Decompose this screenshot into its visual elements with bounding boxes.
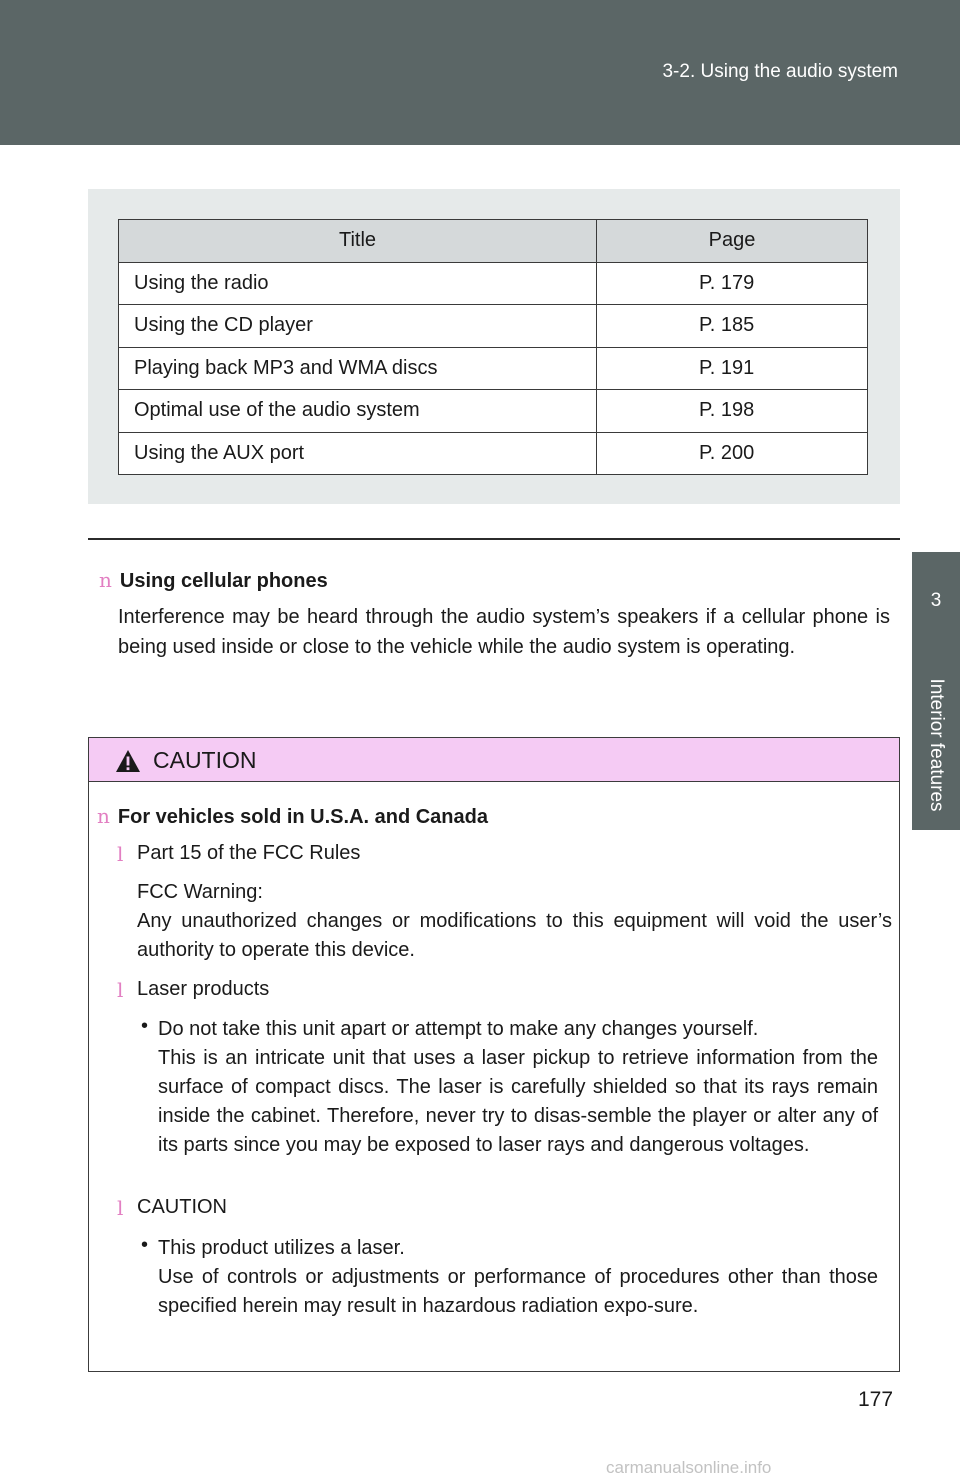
bullet-icon: l [117, 978, 124, 1002]
toc-table [118, 219, 868, 475]
table-row [119, 262, 868, 305]
laser-item: Laser products [137, 978, 270, 1000]
row-page-link[interactable]: P. 179 [597, 262, 868, 305]
row-page-link[interactable]: P. 200 [597, 432, 868, 475]
row-page-link[interactable]: P. 198 [597, 390, 868, 433]
cellular-heading [99, 568, 328, 593]
caution-title: CAUTION [153, 747, 257, 773]
row-title: Playing back MP3 and WMA discs [119, 347, 597, 390]
row-title: Using the AUX port [119, 432, 597, 475]
caution-heading-text: For vehicles sold in U.S.A. and Canada [117, 806, 488, 828]
fcc-warning-label: FCC Warning: [137, 881, 263, 903]
row-title: Using the CD player [119, 305, 597, 348]
laser-point-2: This is an intricate unit that uses a laser pickup to retrieve information from the surface of compact discs. The laser is carefully shielded so that its rays remain inside the cabinet. Therefore, never try to disas-semble the player or alter any of its parts since you may be exposed to laser rays and dangerous voltages. [158, 1047, 878, 1156]
bullet-icon: l [117, 1196, 124, 1220]
dot-bullet-icon: • [141, 1015, 149, 1037]
caution-header [89, 738, 899, 782]
dot-bullet-icon: • [141, 1234, 149, 1256]
table-row [119, 347, 868, 390]
fcc-item: Part 15 of the FCC Rules [137, 842, 361, 864]
watermark: carmanualsonline.info [606, 1458, 772, 1477]
cellular-body: Interference may be heard through the audio system’s speakers if a cellular phone is being used inside or close to the vehicle while the audio system is operating. [118, 606, 890, 658]
chapter-number: 3 [930, 590, 942, 611]
table-row [119, 305, 868, 348]
table-row [119, 432, 868, 475]
cellular-heading-text: Using cellular phones [119, 570, 328, 592]
caution-point-2: Use of controls or adjustments or performance of procedures other than those specified herein may result in hazardous radiation expo-sure. [158, 1266, 878, 1317]
row-title: Optimal use of the audio system [119, 390, 597, 433]
header-band [0, 0, 960, 145]
fcc-warning-text: Any unauthorized changes or modifications to this equipment will void the user’s authority to operate this device. [137, 910, 892, 961]
caution-point-1: This product utilizes a laser. [158, 1237, 405, 1259]
bullet-icon: l [117, 842, 124, 866]
chapter-label: Interior features [926, 678, 947, 812]
column-header-page: Page [597, 220, 868, 263]
square-bullet-icon: n [97, 804, 110, 828]
laser-point-1: Do not take this unit apart or attempt to make any changes yourself. [158, 1018, 759, 1040]
row-title: Using the radio [119, 262, 597, 305]
table-row [119, 390, 868, 433]
row-page-link[interactable]: P. 191 [597, 347, 868, 390]
caution-box [88, 737, 900, 1372]
row-page-link[interactable]: P. 185 [597, 305, 868, 348]
table-header-row [119, 220, 868, 263]
square-bullet-icon: n [99, 568, 112, 592]
column-header-title: Title [119, 220, 597, 263]
warning-triangle-icon [115, 749, 141, 773]
section-divider [88, 538, 900, 540]
page-number: 177 [858, 1388, 894, 1411]
caution-heading [97, 804, 488, 829]
caution-sub-item: CAUTION [137, 1196, 227, 1218]
section-header: 3-2. Using the audio system [662, 61, 898, 82]
